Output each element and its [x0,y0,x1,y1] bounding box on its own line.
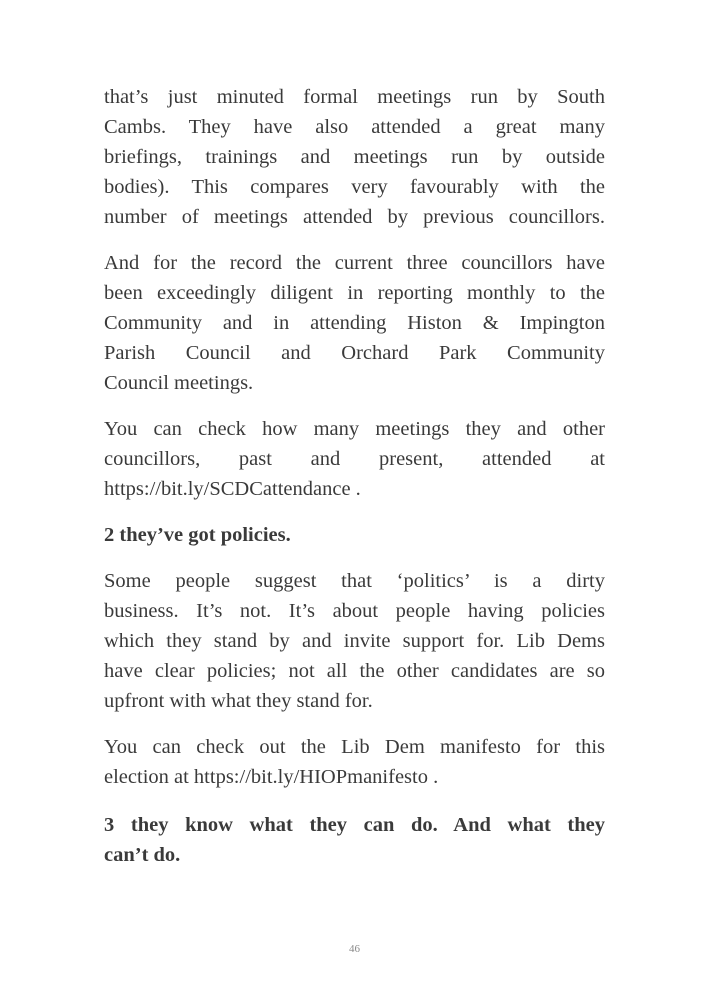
heading-what-they-can-do [104,810,605,870]
text-line: And for the record the current three councillors have [104,252,605,274]
paragraph-manifesto-link [104,732,605,792]
text-line: You can check out the Lib Dem manifesto for this [104,736,605,758]
text-line: Some people suggest that ‘politics’ is a dirty [104,570,605,592]
text-line: upfront with what they stand for. [104,690,373,712]
text-line: business. It’s not. It’s about people having policies [104,600,605,622]
text-line: briefings, trainings and meetings run by outside [104,146,605,168]
text-line: Community and in attending Histon & Impington [104,312,605,334]
attendance-url-text: https://bit.ly/SCDCattendance . [104,478,361,500]
paragraph-record-reporting [104,248,605,398]
heading-policies: 2 they’ve got policies. [104,524,291,546]
text-line: which they stand by and invite support for. Lib Dems [104,630,605,652]
heading-line: 3 they know what they can do. And what they [104,814,605,836]
manifesto-url-text: election at https://bit.ly/HIOPmanifesto . [104,766,439,788]
text-line: councillors, past and present, attended at [104,448,605,470]
heading-line: can’t do. [104,844,181,866]
text-line: bodies). This compares very favourably with the [104,176,605,198]
paragraph-politics [104,566,605,716]
paragraph-attendance-link [104,414,605,504]
text-line: have clear policies; not all the other candidates are so [104,660,605,682]
page-number: 46 [349,943,360,955]
paragraph-meetings-minuted [104,82,605,232]
text-line: number of meetings attended by previous councillors. [104,206,605,228]
text-line: been exceedingly diligent in reporting monthly to the [104,282,605,304]
text-line: that’s just minuted formal meetings run by South [104,86,605,108]
text-line: Council meetings. [104,372,254,394]
page-body [104,82,605,886]
text-line: You can check how many meetings they and other [104,418,605,440]
text-line: Parish Council and Orchard Park Community [104,342,605,364]
text-line: Cambs. They have also attended a great many [104,116,605,138]
